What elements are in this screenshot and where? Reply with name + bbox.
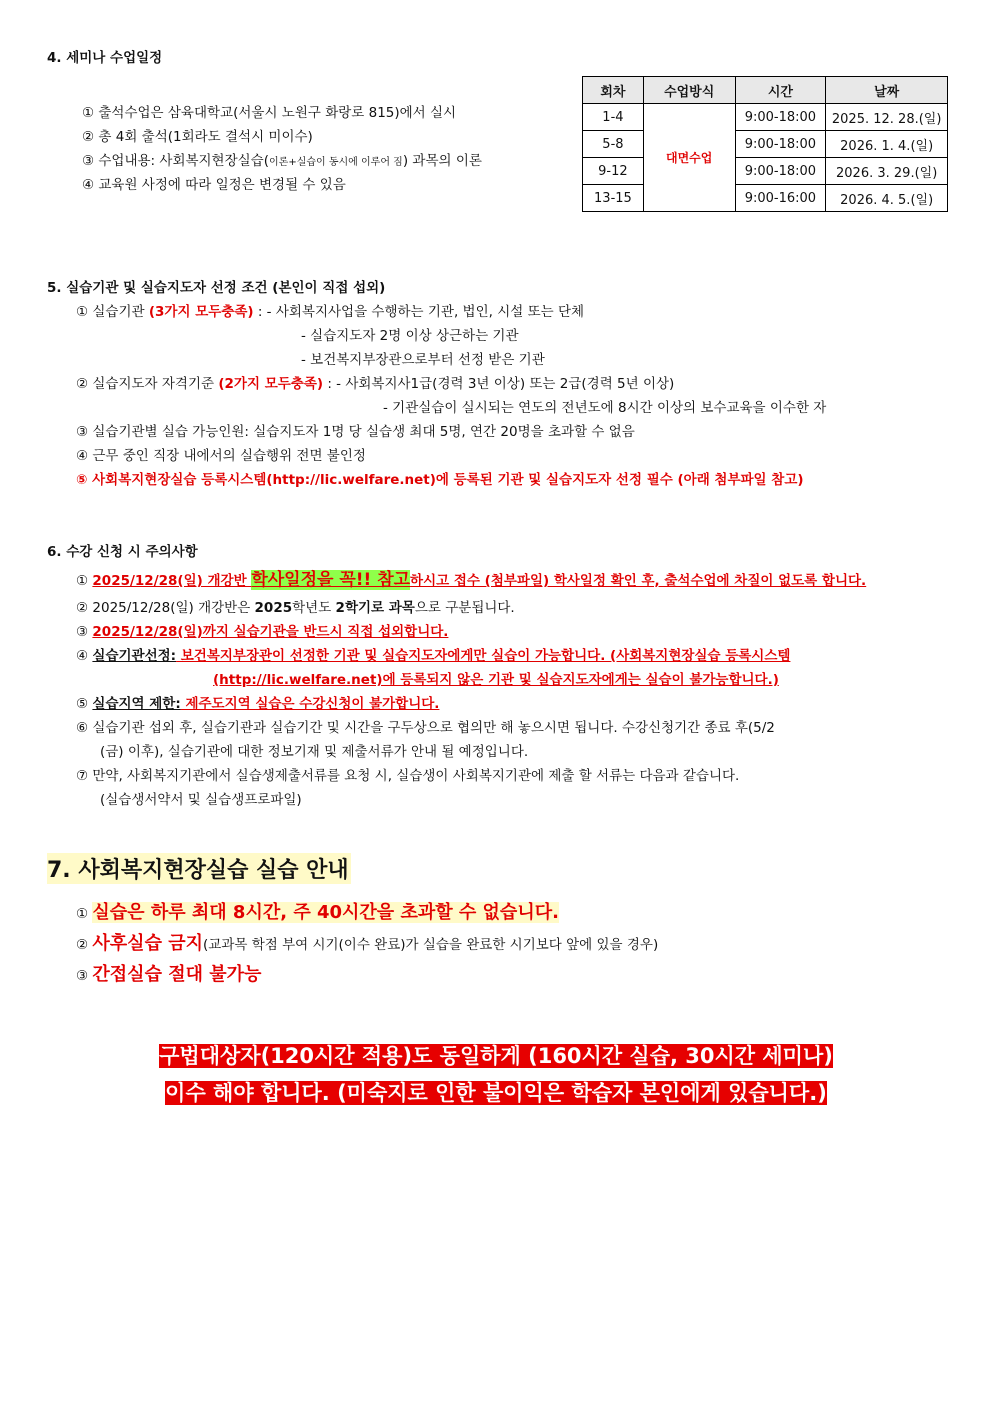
sec6-item-4-line2: (http://lic.welfare.net)에 등록되지 않은 기관 및 실습지도자에게는 실습이 불가능합니다.) — [213, 672, 779, 688]
sec7-item-1-text: 실습은 하루 최대 8시간, 주 40시간을 초과할 수 없습니다. — [92, 902, 559, 923]
sec7-item-2-text: (교과목 학점 부여 시기(이수 완료)가 실습을 완료한 시기보다 앞에 있을 경우) — [203, 937, 659, 953]
sec5-item-2-condition: (2가지 모두충족) — [218, 376, 324, 392]
sec4-item-3-a: ③ 수업내용: 사회복지현장실습( — [82, 153, 269, 169]
sec5-item-2-label: ② 실습지도자 자격기준 — [76, 376, 219, 392]
sec6-item-2-c: 학년도 — [292, 600, 336, 616]
sec4-item-3-b: ) 과목의 이론 — [402, 153, 482, 169]
sec6-item-1-highlight: 학사일정을 꼭!! 참고 — [251, 570, 411, 590]
sec5-item-1-line3: - 보건복지부장관으로부터 선정 받은 기관 — [301, 352, 545, 368]
section-5-title: 5. 실습기관 및 실습지도자 선정 조건 (본인이 직접 섭외) — [47, 280, 386, 296]
header-session: 회차 — [583, 77, 644, 104]
sec6-item-3-num: ③ — [76, 624, 93, 640]
header-time: 시간 — [735, 77, 826, 104]
sec6-item-1-a: 2025/12/28(일) 개강반 — [92, 573, 252, 589]
cell-time: 9:00-16:00 — [735, 185, 826, 212]
sec5-item-2 — [76, 372, 674, 392]
table-row — [583, 104, 948, 131]
sec6-item-5-label: 실습지역 제한: — [92, 696, 181, 712]
sec7-item-3-num: ③ — [76, 968, 89, 984]
sec6-item-3 — [76, 620, 448, 640]
sec4-item-3-small: 이론+실습이 동시에 이루어 짐 — [269, 157, 403, 168]
sec7-item-2-num: ② — [76, 937, 89, 953]
section-7-title: 7. 사회복지현장실습 실습 안내 — [47, 853, 351, 884]
sec6-item-4-num: ④ — [76, 648, 93, 664]
sec5-item-1-text: : - 사회복지사업을 수행하는 기관, 법인, 시설 또는 단체 — [253, 304, 585, 320]
table-row — [583, 185, 948, 212]
schedule-table — [582, 76, 948, 212]
sec5-item-2-line2: - 기관실습이 실시되는 연도의 전년도에 8시간 이상의 보수교육을 이수한 자 — [383, 400, 827, 416]
cell-time: 9:00-18:00 — [735, 158, 826, 185]
header-date: 날짜 — [826, 77, 948, 104]
sec6-item-7-line1: ⑦ 만약, 사회복지기관에서 실습생제출서류를 요청 시, 실습생이 사회복지기관에 제출 할 서류는 다음과 같습니다. — [76, 768, 740, 784]
cell-session: 5-8 — [583, 131, 644, 158]
sec6-item-2-term: 2 — [335, 600, 345, 616]
sec6-item-4 — [76, 644, 790, 664]
sec4-item-2: ② 총 4회 출석(1회라도 결석시 미이수) — [82, 129, 313, 145]
sec6-item-1-text — [92, 570, 867, 590]
sec7-item-1-num: ① — [76, 906, 89, 922]
sec5-item-4: ④ 근무 중인 직장 내에서의 실습행위 전면 불인정 — [76, 448, 366, 464]
sec5-item-2-text: : - 사회복지사1급(경력 3년 이상) 또는 2급(경력 5년 이상) — [323, 376, 675, 392]
header-method: 수업방식 — [643, 77, 735, 104]
sec6-item-2-year: 2025 — [254, 600, 293, 616]
sec4-item-1: ① 출석수업은 삼육대학교(서울시 노원구 화랑로 815)에서 실시 — [82, 105, 457, 121]
cell-date: 2026. 4. 5.(일) — [826, 185, 948, 212]
sec6-item-2-subject: 과목 — [388, 600, 415, 616]
sec7-item-2 — [76, 929, 658, 955]
sec6-item-2-e: 학기로 — [344, 600, 389, 616]
sec6-item-4-label: 실습기관선정: — [92, 648, 177, 664]
sec6-item-7-line2: (실습생서약서 및 실습생프로파일) — [100, 792, 302, 808]
table-row — [583, 131, 948, 158]
sec7-item-3-text: 간접실습 절대 불가능 — [92, 964, 262, 985]
sec6-item-2-g: 으로 구분됩니다. — [414, 600, 515, 616]
banner-line-1-wrap — [0, 1040, 992, 1070]
table-row — [583, 158, 948, 185]
section-6-title: 6. 수강 신청 시 주의사항 — [47, 544, 198, 560]
banner-line-1: 구법대상자(120시간 적용)도 동일하게 (160시간 실습, 30시간 세미나) — [159, 1044, 833, 1068]
cell-date: 2025. 12. 28.(일) — [826, 104, 948, 131]
sec6-item-5-num: ⑤ — [76, 696, 93, 712]
sec6-item-4-text: 보건복지부장관이 선정한 기관 및 실습지도자에게만 실습이 가능합니다. (사회복지현장실습 등록시스템 — [176, 648, 791, 664]
sec6-item-3-text: 2025/12/28(일)까지 실습기관을 반드시 직접 섭외합니다. — [92, 624, 449, 640]
cell-session: 13-15 — [583, 185, 644, 212]
sec6-item-1-b: 하시고 접수 (첨부파일) 학사일정 확인 후, 출석수업에 차질이 없도록 합니다. — [410, 573, 867, 589]
cell-time: 9:00-18:00 — [735, 131, 826, 158]
table-header-row — [583, 77, 948, 104]
cell-date: 2026. 1. 4.(일) — [826, 131, 948, 158]
cell-method: 대면수업 — [643, 104, 735, 212]
sec5-item-3: ③ 실습기관별 실습 가능인원: 실습지도자 1명 당 실습생 최대 5명, 연간 20명을 초과할 수 없음 — [76, 424, 635, 440]
sec6-item-2 — [76, 596, 515, 616]
cell-time: 9:00-18:00 — [735, 104, 826, 131]
sec6-item-5 — [76, 692, 439, 712]
sec6-item-6-line1: ⑥ 실습기관 섭외 후, 실습기관과 실습기간 및 시간을 구두상으로 협의만 해 놓으시면 됩니다. 수강신청기간 종료 후(5/2 — [76, 720, 775, 736]
sec7-item-2-label: 사후실습 금지 — [92, 933, 204, 954]
sec5-item-1-line2: - 실습지도자 2명 이상 상근하는 기관 — [301, 328, 519, 344]
sec6-item-6-line2: (금) 이후), 실습기관에 대한 정보기재 및 제출서류가 안내 될 예정입니다. — [100, 744, 529, 760]
sec7-item-3 — [76, 960, 261, 986]
sec6-item-1-num: ① — [76, 573, 93, 589]
sec5-item-1-condition: (3가지 모두충족) — [148, 304, 254, 320]
banner-line-2-wrap — [0, 1077, 992, 1107]
cell-date: 2026. 3. 29.(일) — [826, 158, 948, 185]
sec5-item-1-label: ① 실습기관 — [76, 304, 149, 320]
section-4-title: 4. 세미나 수업일정 — [47, 50, 163, 66]
sec5-item-5: ⑤ 사회복지현장실습 등록시스템(http://lic.welfare.net)에 등록된 기관 및 실습지도자 선정 필수 (아래 첨부파일 참고) — [76, 472, 804, 488]
sec5-item-1 — [76, 300, 584, 320]
sec6-item-2-a: ② 2025/12/28(일) 개강반은 — [76, 600, 255, 616]
sec6-item-5-text: 제주도지역 실습은 수강신청이 불가합니다. — [180, 696, 440, 712]
sec4-item-4: ④ 교육원 사정에 따라 일정은 변경될 수 있음 — [82, 177, 346, 193]
sec6-item-1 — [76, 565, 866, 590]
sec7-item-1 — [76, 898, 559, 924]
cell-session: 1-4 — [583, 104, 644, 131]
banner-line-2: 이수 해야 합니다. (미숙지로 인한 불이익은 학습자 본인에게 있습니다.) — [165, 1081, 827, 1105]
sec4-item-3 — [82, 149, 482, 169]
cell-session: 9-12 — [583, 158, 644, 185]
